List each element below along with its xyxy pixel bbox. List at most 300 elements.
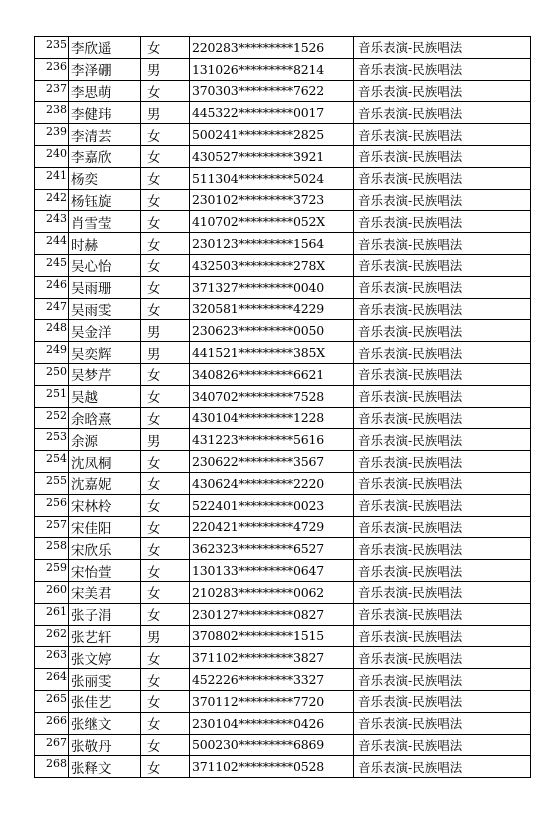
row-number: 243 bbox=[46, 212, 67, 226]
major-cell bbox=[354, 581, 531, 603]
id-number-cell bbox=[190, 342, 354, 364]
row-number: 263 bbox=[46, 648, 67, 662]
row-number: 247 bbox=[46, 299, 67, 313]
student-name: 吴越 bbox=[71, 390, 98, 407]
major-cell bbox=[354, 647, 531, 669]
student-name: 宋美君 bbox=[71, 586, 112, 603]
gender: 女 bbox=[147, 41, 161, 58]
row-number-cell bbox=[35, 124, 69, 146]
table-row bbox=[35, 625, 531, 647]
gender-cell bbox=[141, 233, 190, 255]
major: 音乐表演-民族唱法 bbox=[358, 105, 463, 121]
major: 音乐表演-民族唱法 bbox=[358, 454, 463, 470]
gender: 男 bbox=[147, 433, 161, 450]
major: 音乐表演-民族唱法 bbox=[358, 62, 463, 78]
gender-cell bbox=[141, 581, 190, 603]
gender: 女 bbox=[147, 237, 161, 254]
gender-cell bbox=[141, 472, 190, 494]
row-number: 250 bbox=[46, 364, 67, 378]
gender: 女 bbox=[147, 760, 161, 777]
row-number: 261 bbox=[46, 604, 67, 618]
id-number: 230127*********0827 bbox=[192, 606, 324, 622]
student-name-cell bbox=[69, 560, 141, 582]
student-name-cell bbox=[69, 712, 141, 734]
gender: 女 bbox=[147, 477, 161, 494]
student-name: 李欣遥 bbox=[71, 41, 112, 58]
student-name: 吴心怡 bbox=[71, 259, 112, 276]
row-number: 242 bbox=[46, 190, 67, 204]
student-name-cell bbox=[69, 80, 141, 102]
student-name: 张继文 bbox=[71, 717, 112, 734]
major-cell bbox=[354, 560, 531, 582]
student-name: 张敬丹 bbox=[71, 738, 112, 755]
id-number-cell bbox=[190, 625, 354, 647]
gender-cell bbox=[141, 407, 190, 429]
id-number-cell bbox=[190, 669, 354, 691]
major-cell bbox=[354, 233, 531, 255]
student-name-cell bbox=[69, 342, 141, 364]
student-name: 李健玮 bbox=[71, 106, 112, 123]
major: 音乐表演-民族唱法 bbox=[358, 345, 463, 361]
student-name: 吴金洋 bbox=[71, 324, 112, 341]
major: 音乐表演-民族唱法 bbox=[358, 607, 463, 623]
row-number: 239 bbox=[46, 125, 67, 139]
major-cell bbox=[354, 254, 531, 276]
admission-list-table bbox=[34, 36, 531, 778]
major-cell bbox=[354, 669, 531, 691]
major: 音乐表演-民族唱法 bbox=[358, 432, 463, 448]
row-number-cell bbox=[35, 734, 69, 756]
row-number: 265 bbox=[46, 691, 67, 705]
table-row bbox=[35, 37, 531, 59]
student-name: 肖雪莹 bbox=[71, 215, 112, 232]
gender-cell bbox=[141, 647, 190, 669]
id-number: 340702*********7528 bbox=[192, 388, 324, 404]
major-cell bbox=[354, 494, 531, 516]
table-row bbox=[35, 102, 531, 124]
student-name-cell bbox=[69, 669, 141, 691]
major-cell bbox=[354, 80, 531, 102]
student-name-cell bbox=[69, 167, 141, 189]
student-name: 张子涓 bbox=[71, 608, 112, 625]
table-row bbox=[35, 690, 531, 712]
major: 音乐表演-民族唱法 bbox=[358, 498, 463, 514]
student-name: 杨奕 bbox=[71, 172, 98, 189]
student-name: 杨钰旋 bbox=[71, 193, 112, 210]
student-name: 时赫 bbox=[71, 237, 98, 254]
student-name-cell bbox=[69, 756, 141, 778]
major: 音乐表演-民族唱法 bbox=[358, 694, 463, 710]
id-number: 220421*********4729 bbox=[192, 519, 324, 535]
id-number: 430527*********3921 bbox=[192, 148, 324, 164]
table-row bbox=[35, 603, 531, 625]
row-number: 257 bbox=[46, 517, 67, 531]
row-number-cell bbox=[35, 320, 69, 342]
major-cell bbox=[354, 756, 531, 778]
row-number-cell bbox=[35, 625, 69, 647]
row-number: 248 bbox=[46, 321, 67, 335]
id-number: 131026*********8214 bbox=[192, 61, 324, 77]
gender-cell bbox=[141, 298, 190, 320]
row-number-cell bbox=[35, 58, 69, 80]
gender-cell bbox=[141, 254, 190, 276]
gender-cell bbox=[141, 712, 190, 734]
gender-cell bbox=[141, 189, 190, 211]
row-number: 238 bbox=[46, 103, 67, 117]
id-number-cell bbox=[190, 58, 354, 80]
student-name-cell bbox=[69, 429, 141, 451]
major: 音乐表演-民族唱法 bbox=[358, 759, 463, 775]
gender-cell bbox=[141, 102, 190, 124]
student-name-cell bbox=[69, 58, 141, 80]
student-name-cell bbox=[69, 625, 141, 647]
student-name-cell bbox=[69, 734, 141, 756]
id-number-cell bbox=[190, 298, 354, 320]
id-number-cell bbox=[190, 276, 354, 298]
row-number: 240 bbox=[46, 146, 67, 160]
table-row bbox=[35, 647, 531, 669]
id-number: 370112*********7720 bbox=[192, 693, 324, 709]
student-name: 张丽雯 bbox=[71, 673, 112, 690]
student-name-cell bbox=[69, 145, 141, 167]
row-number: 252 bbox=[46, 408, 67, 422]
id-number-cell bbox=[190, 37, 354, 59]
gender-cell bbox=[141, 516, 190, 538]
id-number-cell bbox=[190, 581, 354, 603]
table-row bbox=[35, 233, 531, 255]
gender-cell bbox=[141, 80, 190, 102]
major: 音乐表演-民族唱法 bbox=[358, 171, 463, 187]
gender-cell bbox=[141, 385, 190, 407]
table-row bbox=[35, 581, 531, 603]
major-cell bbox=[354, 124, 531, 146]
table-row bbox=[35, 560, 531, 582]
major: 音乐表演-民族唱法 bbox=[358, 585, 463, 601]
id-number: 340826*********6621 bbox=[192, 366, 324, 382]
table-row bbox=[35, 712, 531, 734]
student-name: 李思萌 bbox=[71, 84, 112, 101]
row-number: 244 bbox=[46, 234, 67, 248]
gender-cell bbox=[141, 124, 190, 146]
gender-cell bbox=[141, 37, 190, 59]
major-cell bbox=[354, 167, 531, 189]
gender-cell bbox=[141, 58, 190, 80]
student-name-cell bbox=[69, 254, 141, 276]
student-name-cell bbox=[69, 298, 141, 320]
student-name: 宋怡萱 bbox=[71, 564, 112, 581]
major-cell bbox=[354, 429, 531, 451]
table-row bbox=[35, 145, 531, 167]
gender: 女 bbox=[147, 302, 161, 319]
id-number-cell bbox=[190, 145, 354, 167]
row-number-cell bbox=[35, 712, 69, 734]
id-number: 230104*********0426 bbox=[192, 715, 324, 731]
major: 音乐表演-民族唱法 bbox=[358, 258, 463, 274]
student-name: 宋林柃 bbox=[71, 499, 112, 516]
id-number-cell bbox=[190, 494, 354, 516]
row-number-cell bbox=[35, 363, 69, 385]
id-number-cell bbox=[190, 516, 354, 538]
student-name-cell bbox=[69, 647, 141, 669]
id-number: 371102*********0528 bbox=[192, 759, 324, 775]
row-number-cell bbox=[35, 494, 69, 516]
student-name-cell bbox=[69, 363, 141, 385]
gender: 女 bbox=[147, 717, 161, 734]
major-cell bbox=[354, 734, 531, 756]
id-number-cell bbox=[190, 472, 354, 494]
table-row bbox=[35, 363, 531, 385]
student-name-cell bbox=[69, 102, 141, 124]
major: 音乐表演-民族唱法 bbox=[358, 389, 463, 405]
row-number: 268 bbox=[46, 757, 67, 771]
row-number: 249 bbox=[46, 343, 67, 357]
student-name: 张佳艺 bbox=[71, 695, 112, 712]
id-number: 431223*********5616 bbox=[192, 432, 324, 448]
major: 音乐表演-民族唱法 bbox=[358, 40, 463, 56]
student-name: 沈凤桐 bbox=[71, 455, 112, 472]
major: 音乐表演-民族唱法 bbox=[358, 716, 463, 732]
student-name-cell bbox=[69, 407, 141, 429]
gender-cell bbox=[141, 342, 190, 364]
row-number-cell bbox=[35, 756, 69, 778]
table-row bbox=[35, 189, 531, 211]
row-number-cell bbox=[35, 516, 69, 538]
gender: 女 bbox=[147, 281, 161, 298]
table-body bbox=[35, 37, 531, 778]
gender-cell bbox=[141, 603, 190, 625]
student-name-cell bbox=[69, 690, 141, 712]
table-row bbox=[35, 494, 531, 516]
gender: 女 bbox=[147, 215, 161, 232]
id-number: 500230*********6869 bbox=[192, 737, 324, 753]
row-number-cell bbox=[35, 690, 69, 712]
major-cell bbox=[354, 276, 531, 298]
major: 音乐表演-民族唱法 bbox=[358, 192, 463, 208]
major: 音乐表演-民族唱法 bbox=[358, 672, 463, 688]
gender-cell bbox=[141, 538, 190, 560]
major: 音乐表演-民族唱法 bbox=[358, 149, 463, 165]
row-number-cell bbox=[35, 233, 69, 255]
student-name: 李清芸 bbox=[71, 128, 112, 145]
id-number: 370303*********7622 bbox=[192, 83, 324, 99]
row-number: 258 bbox=[46, 539, 67, 553]
gender: 男 bbox=[147, 63, 161, 80]
student-name: 张文婷 bbox=[71, 651, 112, 668]
row-number-cell bbox=[35, 276, 69, 298]
row-number-cell bbox=[35, 538, 69, 560]
major: 音乐表演-民族唱法 bbox=[358, 127, 463, 143]
row-number: 246 bbox=[46, 277, 67, 291]
row-number: 235 bbox=[46, 38, 67, 51]
table-row bbox=[35, 538, 531, 560]
row-number-cell bbox=[35, 603, 69, 625]
gender-cell bbox=[141, 625, 190, 647]
id-number: 445322*********0017 bbox=[192, 105, 324, 121]
gender-cell bbox=[141, 756, 190, 778]
row-number-cell bbox=[35, 385, 69, 407]
table-row bbox=[35, 211, 531, 233]
major: 音乐表演-民族唱法 bbox=[358, 476, 463, 492]
gender: 女 bbox=[147, 651, 161, 668]
student-name-cell bbox=[69, 124, 141, 146]
student-name-cell bbox=[69, 37, 141, 59]
gender: 男 bbox=[147, 106, 161, 123]
row-number: 251 bbox=[46, 386, 67, 400]
gender: 女 bbox=[147, 738, 161, 755]
major-cell bbox=[354, 363, 531, 385]
gender: 男 bbox=[147, 324, 161, 341]
id-number-cell bbox=[190, 451, 354, 473]
major: 音乐表演-民族唱法 bbox=[358, 214, 463, 230]
row-number: 237 bbox=[46, 81, 67, 95]
gender: 女 bbox=[147, 499, 161, 516]
row-number: 255 bbox=[46, 473, 67, 487]
student-name-cell bbox=[69, 603, 141, 625]
gender: 男 bbox=[147, 629, 161, 646]
student-name-cell bbox=[69, 516, 141, 538]
id-number-cell bbox=[190, 233, 354, 255]
major-cell bbox=[354, 342, 531, 364]
table-row bbox=[35, 298, 531, 320]
id-number-cell bbox=[190, 407, 354, 429]
id-number-cell bbox=[190, 80, 354, 102]
gender: 女 bbox=[147, 586, 161, 603]
row-number: 267 bbox=[46, 735, 67, 749]
row-number: 266 bbox=[46, 713, 67, 727]
gender: 女 bbox=[147, 608, 161, 625]
gender-cell bbox=[141, 690, 190, 712]
gender: 女 bbox=[147, 193, 161, 210]
row-number: 264 bbox=[46, 670, 67, 684]
student-name: 吴雨珊 bbox=[71, 281, 112, 298]
student-name-cell bbox=[69, 581, 141, 603]
row-number: 260 bbox=[46, 582, 67, 596]
id-number-cell bbox=[190, 429, 354, 451]
table-row bbox=[35, 80, 531, 102]
gender: 女 bbox=[147, 128, 161, 145]
student-name: 吴雨雯 bbox=[71, 302, 112, 319]
id-number: 230123*********1564 bbox=[192, 236, 324, 252]
row-number-cell bbox=[35, 167, 69, 189]
id-number: 371327*********0040 bbox=[192, 279, 324, 295]
major: 音乐表演-民族唱法 bbox=[358, 519, 463, 535]
table-row bbox=[35, 167, 531, 189]
row-number-cell bbox=[35, 669, 69, 691]
table-row bbox=[35, 756, 531, 778]
id-number: 410702*********052X bbox=[192, 214, 325, 230]
id-number: 511304*********5024 bbox=[192, 170, 324, 186]
major: 音乐表演-民族唱法 bbox=[358, 367, 463, 383]
id-number: 500241*********2825 bbox=[192, 127, 324, 143]
row-number-cell bbox=[35, 189, 69, 211]
major-cell bbox=[354, 603, 531, 625]
id-number: 452226*********3327 bbox=[192, 672, 324, 687]
student-name-cell bbox=[69, 276, 141, 298]
table-row bbox=[35, 385, 531, 407]
id-number-cell bbox=[190, 647, 354, 669]
row-number-cell bbox=[35, 472, 69, 494]
major-cell bbox=[354, 145, 531, 167]
major: 音乐表演-民族唱法 bbox=[358, 83, 463, 99]
gender: 女 bbox=[147, 259, 161, 276]
table-row bbox=[35, 407, 531, 429]
id-number: 371102*********3827 bbox=[192, 650, 324, 666]
table-row bbox=[35, 472, 531, 494]
student-name-cell bbox=[69, 189, 141, 211]
student-name-cell bbox=[69, 211, 141, 233]
id-number-cell bbox=[190, 560, 354, 582]
id-number: 430624*********2220 bbox=[192, 475, 324, 491]
id-number: 130133*********0647 bbox=[192, 563, 324, 579]
table-row bbox=[35, 669, 531, 691]
major-cell bbox=[354, 625, 531, 647]
gender-cell bbox=[141, 669, 190, 691]
row-number-cell bbox=[35, 145, 69, 167]
major-cell bbox=[354, 320, 531, 342]
gender-cell bbox=[141, 211, 190, 233]
row-number: 245 bbox=[46, 255, 67, 269]
row-number: 236 bbox=[46, 59, 67, 73]
gender-cell bbox=[141, 167, 190, 189]
gender: 女 bbox=[147, 673, 161, 690]
gender-cell bbox=[141, 363, 190, 385]
row-number: 253 bbox=[46, 430, 67, 444]
gender: 女 bbox=[147, 172, 161, 189]
gender-cell bbox=[141, 145, 190, 167]
major: 音乐表演-民族唱法 bbox=[358, 628, 463, 644]
major-cell bbox=[354, 298, 531, 320]
major: 音乐表演-民族唱法 bbox=[358, 541, 463, 557]
major: 音乐表演-民族唱法 bbox=[358, 737, 463, 753]
major-cell bbox=[354, 712, 531, 734]
major: 音乐表演-民族唱法 bbox=[358, 323, 463, 339]
row-number-cell bbox=[35, 560, 69, 582]
student-name-cell bbox=[69, 385, 141, 407]
row-number: 262 bbox=[46, 626, 67, 640]
gender: 女 bbox=[147, 455, 161, 472]
row-number: 254 bbox=[46, 452, 67, 466]
student-name-cell bbox=[69, 472, 141, 494]
major-cell bbox=[354, 516, 531, 538]
student-name-cell bbox=[69, 320, 141, 342]
gender-cell bbox=[141, 560, 190, 582]
row-number-cell bbox=[35, 37, 69, 59]
student-name: 宋佳阳 bbox=[71, 520, 112, 537]
gender: 女 bbox=[147, 564, 161, 581]
major: 音乐表演-民族唱法 bbox=[358, 563, 463, 579]
student-name: 沈嘉妮 bbox=[71, 477, 112, 494]
major-cell bbox=[354, 102, 531, 124]
row-number-cell bbox=[35, 429, 69, 451]
id-number-cell bbox=[190, 167, 354, 189]
id-number: 230102*********3723 bbox=[192, 192, 324, 208]
gender: 女 bbox=[147, 695, 161, 712]
student-name: 李嘉欣 bbox=[71, 150, 112, 167]
major: 音乐表演-民族唱法 bbox=[358, 410, 463, 426]
row-number-cell bbox=[35, 581, 69, 603]
gender-cell bbox=[141, 276, 190, 298]
row-number: 259 bbox=[46, 561, 67, 575]
id-number-cell bbox=[190, 712, 354, 734]
gender: 女 bbox=[147, 542, 161, 559]
gender: 女 bbox=[147, 411, 161, 428]
id-number: 210283*********0062 bbox=[192, 584, 324, 600]
major: 音乐表演-民族唱法 bbox=[358, 301, 463, 317]
student-name-cell bbox=[69, 451, 141, 473]
row-number-cell bbox=[35, 254, 69, 276]
id-number-cell bbox=[190, 102, 354, 124]
id-number: 522401*********0023 bbox=[192, 497, 324, 513]
